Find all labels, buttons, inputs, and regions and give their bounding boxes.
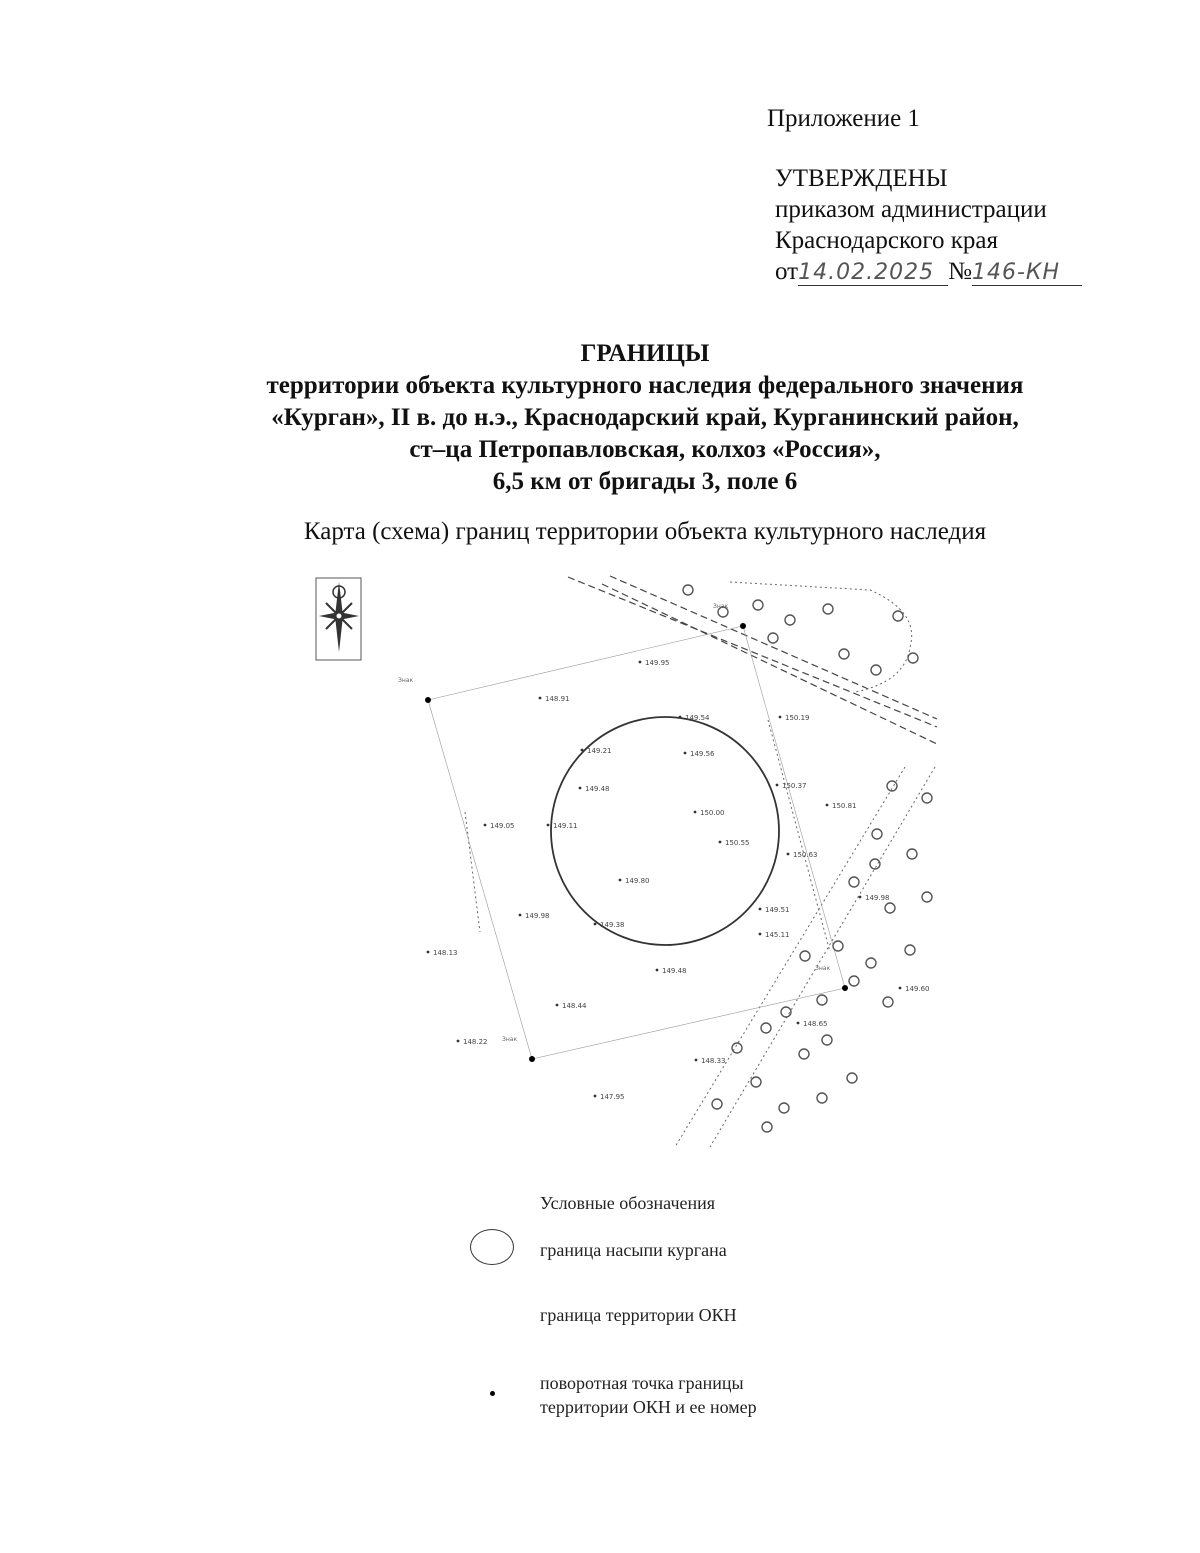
elevation-label: 149.51 — [765, 906, 790, 914]
compass-rose-icon — [316, 578, 361, 660]
elevation-dot — [427, 951, 430, 954]
legend-turning-point-icon — [490, 1391, 495, 1396]
elevation-label: 150.00 — [700, 809, 725, 817]
elevation-label: 148.91 — [545, 695, 570, 703]
legend-mound-boundary: граница насыпи кургана — [540, 1240, 727, 1260]
legend-turning-point — [540, 1371, 757, 1419]
title-line-4: 6,5 км от бригады 3, поле 6 — [492, 468, 798, 495]
elevation-dot — [639, 661, 642, 664]
elevation-dot — [519, 914, 522, 917]
elevation-dot — [656, 969, 659, 972]
document-title — [0, 338, 1200, 498]
title-line-1: территории объекта культурного наследия федерального значения — [266, 372, 1024, 399]
turning-points-layer — [398, 603, 848, 1062]
elevation-label: 149.38 — [600, 921, 625, 929]
title-heading: ГРАНИЦЫ — [580, 340, 710, 367]
elevation-dot — [719, 841, 722, 844]
field-edges — [465, 582, 935, 1147]
turning-point-label: Знак — [398, 677, 414, 684]
elevation-dot — [779, 716, 782, 719]
elevation-dot — [759, 933, 762, 936]
elevation-marks-layer — [427, 659, 930, 1101]
number-value: 146-КН — [972, 261, 1082, 286]
approval-block — [775, 163, 1082, 287]
approval-date-number-line — [775, 256, 1082, 287]
elevation-dot — [695, 1059, 698, 1062]
elevation-dot — [899, 987, 902, 990]
elevation-dot — [579, 787, 582, 790]
elevation-label: 150.37 — [782, 782, 807, 790]
elevation-label: 148.65 — [803, 1020, 828, 1028]
turning-point — [740, 623, 746, 629]
elevation-label: 149.98 — [865, 894, 890, 902]
elevation-label: 149.21 — [587, 747, 612, 755]
elevation-label: 149.05 — [490, 822, 515, 830]
title-line-2: «Курган», II в. до н.э., Краснодарский край, Курганинский район, — [271, 404, 1019, 431]
approval-order-line: приказом администрации — [775, 196, 1047, 223]
elevation-label: 150.81 — [832, 802, 857, 810]
elevation-label: 149.80 — [625, 877, 650, 885]
date-prefix: от — [775, 258, 799, 285]
date-value: 14.02.2025 — [798, 261, 948, 286]
legend-mound-circle-icon — [470, 1229, 514, 1265]
legend-turning-point-line-1: поворотная точка границы — [540, 1373, 744, 1393]
elevation-dot — [594, 923, 597, 926]
number-prefix: № — [948, 258, 972, 285]
elevation-dot — [859, 896, 862, 899]
approval-heading: УТВЕРЖДЕНЫ — [775, 165, 948, 192]
mound-boundary — [551, 717, 779, 945]
elevation-label: 149.98 — [525, 912, 550, 920]
elevation-label: 149.95 — [645, 659, 670, 667]
boundary-map — [310, 572, 950, 1152]
elevation-dot — [776, 784, 779, 787]
elevation-label: 148.33 — [701, 1057, 726, 1065]
appendix-label: Приложение 1 — [767, 105, 920, 132]
elevation-dot — [679, 716, 682, 719]
territory-boundary — [428, 626, 845, 1059]
elevation-label: 145.11 — [765, 931, 790, 939]
title-line-3: ст–ца Петропавловская, колхоз «Россия», — [409, 436, 881, 463]
turning-point — [842, 985, 848, 991]
elevation-label: 150.19 — [785, 714, 810, 722]
elevation-label: 148.44 — [562, 1002, 587, 1010]
elevation-label: 149.60 — [905, 985, 930, 993]
elevation-dot — [797, 1022, 800, 1025]
turning-point — [529, 1056, 535, 1062]
elevation-label: 147.95 — [600, 1093, 625, 1101]
turning-point-label: Знак — [502, 1036, 518, 1043]
elevation-dot — [619, 879, 622, 882]
elevation-dot — [457, 1040, 460, 1043]
elevation-label: 149.48 — [662, 967, 687, 975]
legend-territory-boundary: граница территории ОКН — [540, 1305, 737, 1325]
elevation-label: 150.55 — [725, 839, 750, 847]
elevation-dot — [826, 804, 829, 807]
turning-point — [425, 697, 431, 703]
elevation-dot — [594, 1095, 597, 1098]
elevation-label: 149.56 — [690, 750, 715, 758]
elevation-label: 150.63 — [793, 851, 818, 859]
elevation-dot — [539, 697, 542, 700]
elevation-label: 149.11 — [553, 822, 578, 830]
elevation-label: 148.13 — [433, 949, 458, 957]
approval-region-line: Краснодарского края — [775, 227, 998, 254]
elevation-dot — [787, 853, 790, 856]
elevation-label: 149.54 — [685, 714, 710, 722]
legend-title: Условные обозначения — [540, 1193, 716, 1213]
elevation-dot — [694, 811, 697, 814]
map-caption: Карта (схема) границ территории объекта культурного наследия — [303, 518, 987, 545]
elevation-dot — [484, 824, 487, 827]
elevation-dot — [556, 1004, 559, 1007]
elevation-dot — [581, 749, 584, 752]
turning-point-label: Знак — [713, 603, 729, 610]
legend-turning-point-line-2: территории ОКН и ее номер — [540, 1397, 757, 1417]
elevation-dot — [684, 752, 687, 755]
turning-point-label: Знак — [815, 965, 831, 972]
elevation-label: 149.48 — [585, 785, 610, 793]
elevation-label: 148.22 — [463, 1038, 488, 1046]
elevation-dot — [759, 908, 762, 911]
elevation-dot — [547, 824, 550, 827]
